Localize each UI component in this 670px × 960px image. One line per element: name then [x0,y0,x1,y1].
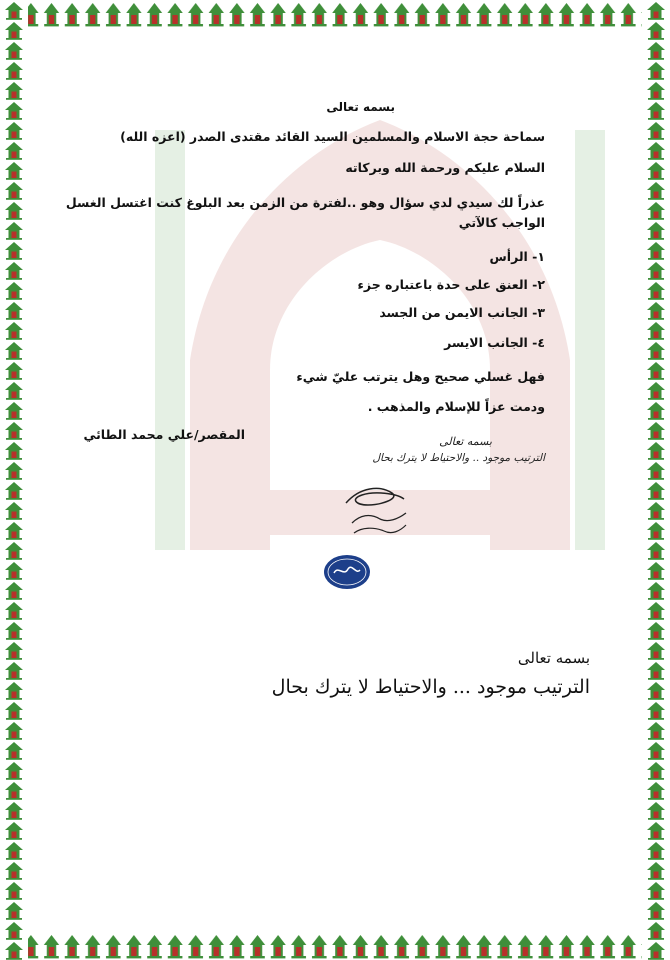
decorative-border-top [0,0,670,28]
letter-list-item: ٣- الجانب الايمن من الجسد [379,305,545,320]
decorative-border-left [0,0,28,960]
signature-scribble [340,483,410,543]
handwritten-answer: الترتيب موجود .. والاحتياط لا يترك بحال [372,452,545,464]
typed-answer: الترتيب موجود ... والاحتياط لا يترك بحال [271,676,590,698]
decorative-border-bottom [0,932,670,960]
handwritten-basmala: بسمه تعالى [439,435,492,448]
letter-basmala: بسمه تعالى [326,100,395,114]
letter-sender: المقصر/علي محمد الطائي [83,427,245,442]
seal-stamp [322,553,372,591]
letter-question-line1: عذراً لك سيدي لدي سؤال وهو ..لفترة من الزمن بعد البلوغ كنت اغتسل الغسل [65,195,545,210]
letter-list-item: ٤- الجانب الايسر [444,335,545,350]
letter-list-item: ٢- العنق على حدة باعتباره جزء [357,277,545,292]
letter-follow-up: فهل غسلي صحيح وهل يترتب عليّ شيء [296,369,545,384]
letter-addressee: سماحة حجة الاسلام والمسلمين السيد القائد مقتدى الصدر (اعزه الله) [120,129,545,144]
letter-closing: ودمت عزاً للإسلام والمذهب . [367,399,545,414]
letter-question-line2: الواجب كالآتي [458,215,545,230]
letter-greeting: السلام عليكم ورحمة الله وبركاته [345,160,545,175]
typed-basmala: بسمه تعالى [517,649,590,667]
decorative-border-right [642,0,670,960]
letter-list-item: ١- الرأس [489,249,545,264]
